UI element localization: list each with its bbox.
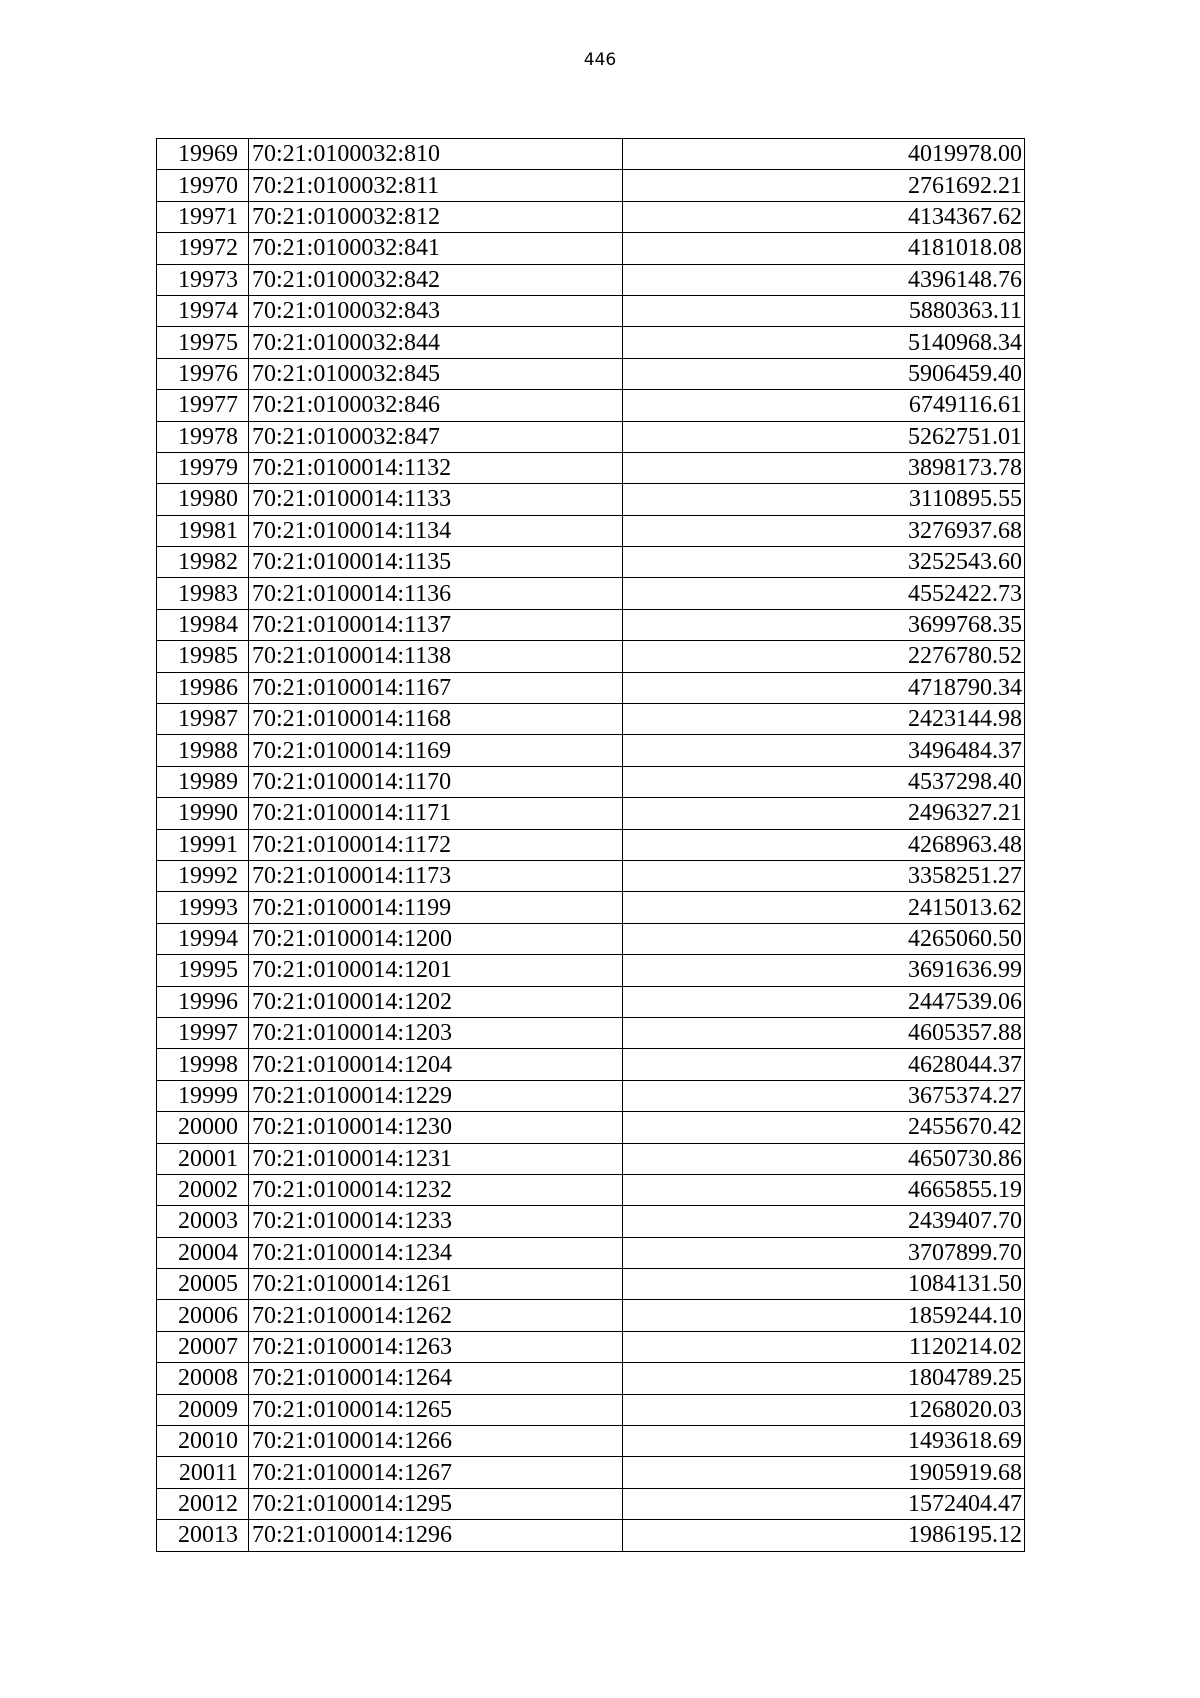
cadastral-value-cell: 4181018.08 [623,233,1025,264]
table-row [157,1520,1025,1551]
cadastral-value-cell: 4552422.73 [623,578,1025,609]
table-row [157,390,1025,421]
row-number-cell: 19983 [157,578,249,609]
row-number-cell: 19985 [157,641,249,672]
row-number-cell: 20004 [157,1237,249,1268]
table-row [157,609,1025,640]
row-number-cell: 19996 [157,986,249,1017]
row-number-cell: 20000 [157,1112,249,1143]
cadastral-number-cell: 70:21:0100014:1233 [249,1206,623,1237]
row-number-cell: 20009 [157,1394,249,1425]
row-number-cell: 19977 [157,390,249,421]
row-number-cell: 19971 [157,201,249,232]
row-number-cell: 19974 [157,295,249,326]
row-number-cell: 19992 [157,860,249,891]
row-number-cell: 19998 [157,1049,249,1080]
table-row [157,1112,1025,1143]
cadastral-number-cell: 70:21:0100014:1171 [249,798,623,829]
row-number-cell: 20001 [157,1143,249,1174]
table-row [157,170,1025,201]
table-row [157,798,1025,829]
table-row [157,327,1025,358]
row-number-cell: 19999 [157,1080,249,1111]
cadastral-number-cell: 70:21:0100032:847 [249,421,623,452]
row-number-cell: 19991 [157,829,249,860]
cadastral-value-cell: 5140968.34 [623,327,1025,358]
cadastral-value-cell: 1905919.68 [623,1457,1025,1488]
cadastral-number-cell: 70:21:0100032:843 [249,295,623,326]
row-number-cell: 19984 [157,609,249,640]
cadastral-number-cell: 70:21:0100014:1133 [249,484,623,515]
table-row [157,735,1025,766]
table-row [157,860,1025,891]
cadastral-number-cell: 70:21:0100032:812 [249,201,623,232]
cadastral-number-cell: 70:21:0100014:1203 [249,1017,623,1048]
page-number: 446 [583,50,617,70]
cadastral-value-cell: 1084131.50 [623,1269,1025,1300]
row-number-cell: 19986 [157,672,249,703]
row-number-cell: 19982 [157,547,249,578]
cadastral-value-cell: 5880363.11 [623,295,1025,326]
table-row [157,1017,1025,1048]
cadastral-number-cell: 70:21:0100014:1202 [249,986,623,1017]
table-row [157,295,1025,326]
cadastral-number-cell: 70:21:0100032:845 [249,358,623,389]
cadastral-number-cell: 70:21:0100014:1266 [249,1426,623,1457]
table-row [157,641,1025,672]
row-number-cell: 20011 [157,1457,249,1488]
cadastral-value-cell: 3496484.37 [623,735,1025,766]
table-row [157,233,1025,264]
cadastral-number-cell: 70:21:0100014:1132 [249,452,623,483]
cadastral-number-cell: 70:21:0100014:1231 [249,1143,623,1174]
row-number-cell: 19988 [157,735,249,766]
cadastral-value-cell: 3276937.68 [623,515,1025,546]
row-number-cell: 19989 [157,766,249,797]
cadastral-value-cell: 5906459.40 [623,358,1025,389]
table-row [157,139,1025,170]
cadastral-value-cell: 4537298.40 [623,766,1025,797]
cadastral-value-cell: 4650730.86 [623,1143,1025,1174]
row-number-cell: 20003 [157,1206,249,1237]
table-row [157,201,1025,232]
cadastral-value-cell: 4265060.50 [623,923,1025,954]
table-row [157,892,1025,923]
cadastral-value-cell: 2423144.98 [623,704,1025,735]
cadastral-value-cell: 2761692.21 [623,170,1025,201]
table-row [157,547,1025,578]
cadastral-number-cell: 70:21:0100032:841 [249,233,623,264]
table-row [157,1394,1025,1425]
table-row [157,264,1025,295]
cadastral-number-cell: 70:21:0100014:1262 [249,1300,623,1331]
cadastral-number-cell: 70:21:0100032:810 [249,139,623,170]
cadastral-number-cell: 70:21:0100014:1295 [249,1488,623,1519]
cadastral-value-cell: 3699768.35 [623,609,1025,640]
table-row [157,1363,1025,1394]
row-number-cell: 19980 [157,484,249,515]
table-row [157,766,1025,797]
row-number-cell: 19970 [157,170,249,201]
row-number-cell: 19969 [157,139,249,170]
cadastral-value-cell: 3358251.27 [623,860,1025,891]
table-row [157,515,1025,546]
cadastral-value-cell: 5262751.01 [623,421,1025,452]
row-number-cell: 20007 [157,1331,249,1362]
cadastral-number-cell: 70:21:0100014:1234 [249,1237,623,1268]
table-row [157,672,1025,703]
row-number-cell: 19994 [157,923,249,954]
cadastral-number-cell: 70:21:0100014:1230 [249,1112,623,1143]
cadastral-number-cell: 70:21:0100014:1173 [249,860,623,891]
cadastral-value-cell: 1804789.25 [623,1363,1025,1394]
table-row [157,923,1025,954]
row-number-cell: 19973 [157,264,249,295]
table-row [157,1174,1025,1205]
cadastral-value-cell: 6749116.61 [623,390,1025,421]
table-row [157,1080,1025,1111]
cadastral-number-cell: 70:21:0100014:1134 [249,515,623,546]
row-number-cell: 19990 [157,798,249,829]
table-row [157,484,1025,515]
cadastral-value-cell: 1120214.02 [623,1331,1025,1362]
row-number-cell: 20002 [157,1174,249,1205]
cadastral-value-cell: 1986195.12 [623,1520,1025,1551]
cadastral-value-cell: 1572404.47 [623,1488,1025,1519]
row-number-cell: 19993 [157,892,249,923]
row-number-cell: 19975 [157,327,249,358]
row-number-cell: 19981 [157,515,249,546]
table-row [157,1488,1025,1519]
table-row [157,421,1025,452]
cadastral-number-cell: 70:21:0100014:1172 [249,829,623,860]
cadastral-value-cell: 3252543.60 [623,547,1025,578]
cadastral-value-cell: 4268963.48 [623,829,1025,860]
cadastral-number-cell: 70:21:0100032:846 [249,390,623,421]
row-number-cell: 19976 [157,358,249,389]
table-row [157,358,1025,389]
table-row [157,1269,1025,1300]
table-row [157,704,1025,735]
cadastral-value-cell: 4665855.19 [623,1174,1025,1205]
table-row [157,955,1025,986]
row-number-cell: 20008 [157,1363,249,1394]
row-number-cell: 19997 [157,1017,249,1048]
cadastral-number-cell: 70:21:0100014:1264 [249,1363,623,1394]
table-row [157,1049,1025,1080]
row-number-cell: 19972 [157,233,249,264]
cadastral-value-cell: 4718790.34 [623,672,1025,703]
cadastral-value-cell: 1268020.03 [623,1394,1025,1425]
cadastral-number-cell: 70:21:0100032:842 [249,264,623,295]
cadastral-number-cell: 70:21:0100014:1170 [249,766,623,797]
cadastral-value-cell: 1859244.10 [623,1300,1025,1331]
cadastral-number-cell: 70:21:0100014:1200 [249,923,623,954]
row-number-cell: 19995 [157,955,249,986]
cadastral-number-cell: 70:21:0100014:1201 [249,955,623,986]
table-row [157,1457,1025,1488]
cadastral-number-cell: 70:21:0100014:1267 [249,1457,623,1488]
cadastral-number-cell: 70:21:0100014:1136 [249,578,623,609]
cadastral-number-cell: 70:21:0100014:1296 [249,1520,623,1551]
cadastral-value-cell: 2439407.70 [623,1206,1025,1237]
cadastral-number-cell: 70:21:0100032:844 [249,327,623,358]
cadastral-value-cell: 2455670.42 [623,1112,1025,1143]
cadastral-value-cell: 2276780.52 [623,641,1025,672]
cadastral-number-cell: 70:21:0100014:1265 [249,1394,623,1425]
table-row [157,452,1025,483]
table-body [157,139,1025,1552]
cadastral-number-cell: 70:21:0100014:1138 [249,641,623,672]
cadastral-value-cell: 3675374.27 [623,1080,1025,1111]
cadastral-number-cell: 70:21:0100014:1199 [249,892,623,923]
cadastral-value-cell: 4134367.62 [623,201,1025,232]
row-number-cell: 20012 [157,1488,249,1519]
row-number-cell: 20013 [157,1520,249,1551]
table-row [157,1206,1025,1237]
row-number-cell: 19979 [157,452,249,483]
table-row [157,986,1025,1017]
cadastral-value-cell: 2496327.21 [623,798,1025,829]
cadastral-number-cell: 70:21:0100014:1261 [249,1269,623,1300]
cadastral-number-cell: 70:21:0100032:811 [249,170,623,201]
row-number-cell: 20010 [157,1426,249,1457]
cadastral-number-cell: 70:21:0100014:1232 [249,1174,623,1205]
row-number-cell: 19987 [157,704,249,735]
row-number-cell: 20005 [157,1269,249,1300]
cadastral-number-cell: 70:21:0100014:1167 [249,672,623,703]
cadastral-value-cell: 2447539.06 [623,986,1025,1017]
table-row [157,1426,1025,1457]
cadastral-value-cell: 4628044.37 [623,1049,1025,1080]
cadastral-value-cell: 4396148.76 [623,264,1025,295]
cadastral-number-cell: 70:21:0100014:1229 [249,1080,623,1111]
table-row [157,1300,1025,1331]
cadastral-value-cell: 3707899.70 [623,1237,1025,1268]
cadastral-value-cell: 1493618.69 [623,1426,1025,1457]
table-row [157,578,1025,609]
cadastral-value-cell: 3898173.78 [623,452,1025,483]
cadastral-value-table [156,138,1025,1552]
row-number-cell: 20006 [157,1300,249,1331]
table-row [157,1237,1025,1268]
cadastral-value-cell: 4605357.88 [623,1017,1025,1048]
cadastral-number-cell: 70:21:0100014:1263 [249,1331,623,1362]
cadastral-value-cell: 2415013.62 [623,892,1025,923]
cadastral-number-cell: 70:21:0100014:1169 [249,735,623,766]
cadastral-value-cell: 3110895.55 [623,484,1025,515]
cadastral-number-cell: 70:21:0100014:1204 [249,1049,623,1080]
table-row [157,1331,1025,1362]
table-row [157,1143,1025,1174]
table-row [157,829,1025,860]
cadastral-value-cell: 3691636.99 [623,955,1025,986]
cadastral-number-cell: 70:21:0100014:1137 [249,609,623,640]
cadastral-value-cell: 4019978.00 [623,139,1025,170]
cadastral-number-cell: 70:21:0100014:1168 [249,704,623,735]
cadastral-number-cell: 70:21:0100014:1135 [249,547,623,578]
row-number-cell: 19978 [157,421,249,452]
